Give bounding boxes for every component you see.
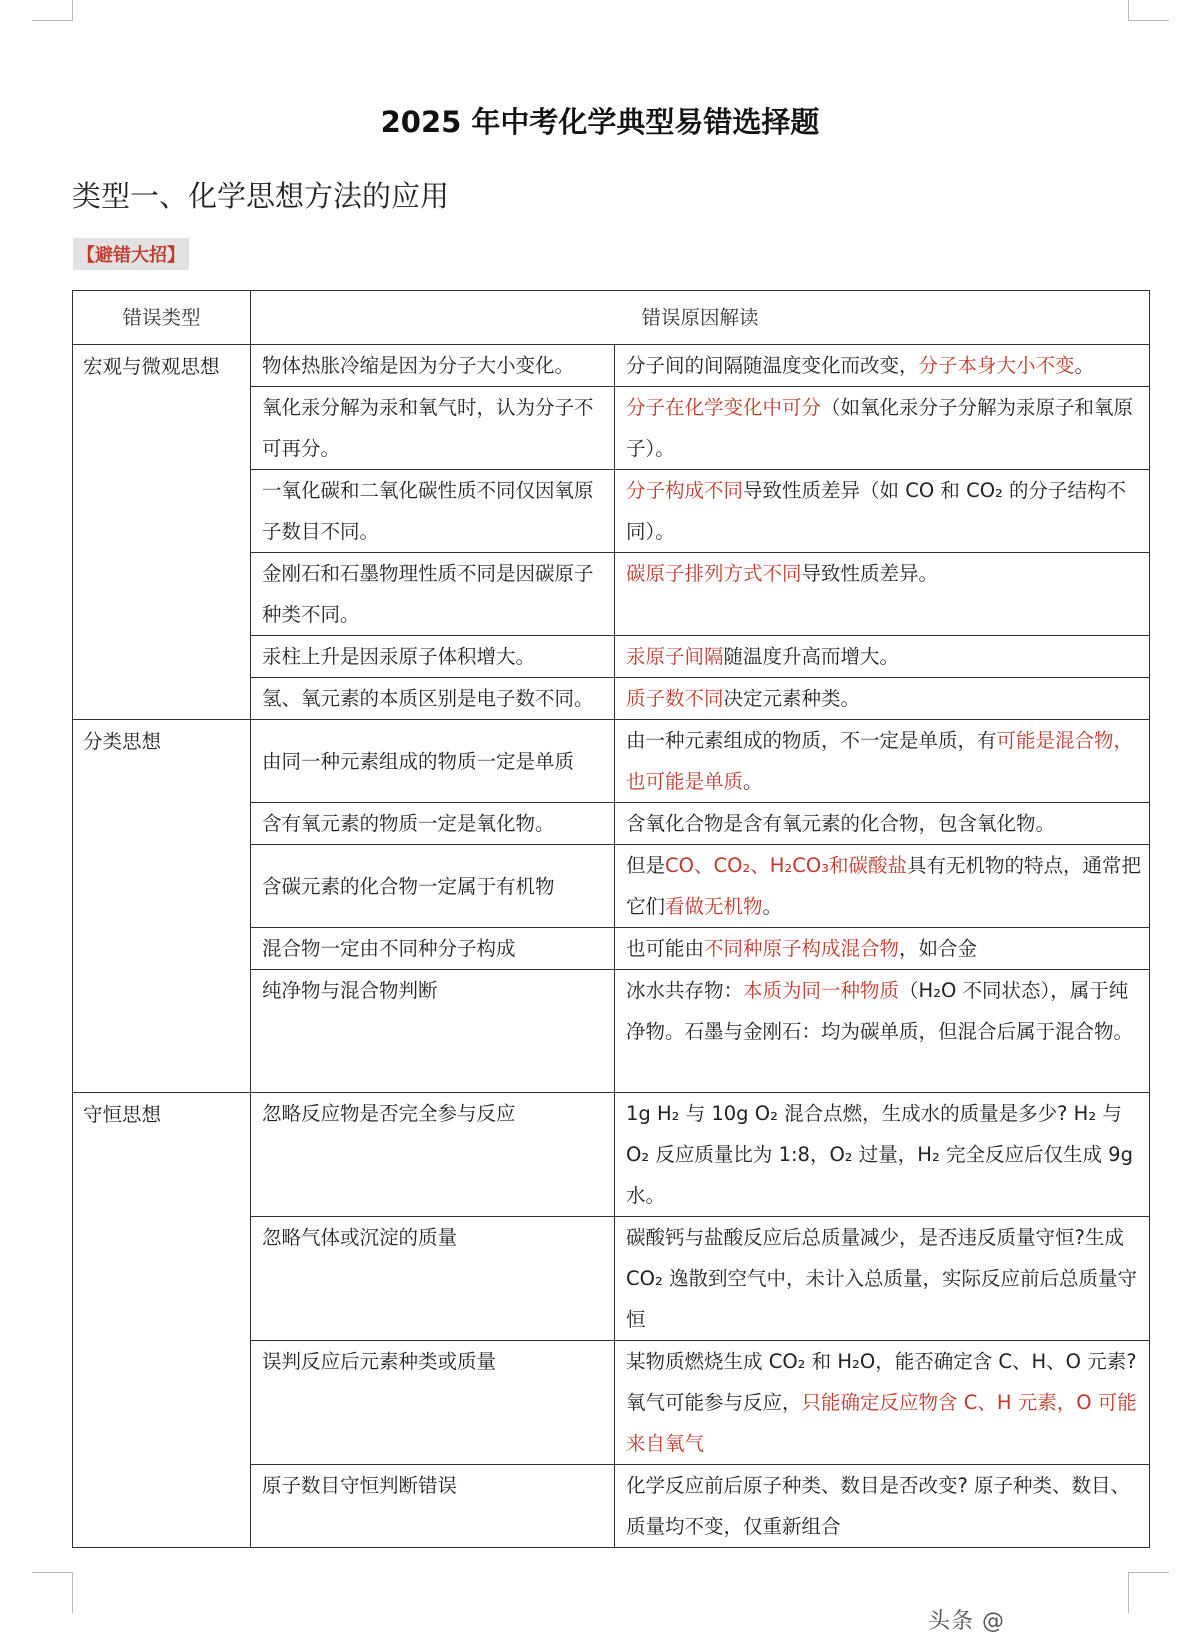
explanation-text: 由一种元素组成的物质，不一定是单质，有 (626, 729, 997, 752)
explanation-cell (615, 970, 1150, 1093)
explanation-cell (615, 720, 1150, 803)
table-row (73, 720, 1150, 803)
explanation-text: 导致性质差异（如 CO 和 CO₂ 的分子结构不同）。 (626, 479, 1127, 543)
table-row (73, 345, 1150, 387)
explanation-text: 。 (743, 770, 763, 793)
explanation-cell (615, 845, 1150, 928)
highlight-text: 本质为同一种物质 (743, 979, 900, 1002)
explanation-text: 但是 (626, 854, 666, 877)
highlight-text: 分子在化学变化中可分 (626, 396, 822, 419)
error-cell: 汞柱上升是因汞原子体积增大。 (251, 636, 615, 678)
error-cell: 氢、氧元素的本质区别是电子数不同。 (251, 678, 615, 720)
explanation-cell (615, 345, 1150, 387)
explanation-cell (615, 636, 1150, 678)
highlight-text: 可能是混合物，也可能是单质 (626, 729, 1134, 793)
watermark-text: 头条 @ (928, 1609, 1005, 1634)
error-cell: 纯净物与混合物判断 (251, 970, 615, 1093)
error-cell: 含碳元素的化合物一定属于有机物 (251, 845, 615, 928)
explanation-text: 导致性质差异。 (801, 562, 939, 585)
explanation-text: 也可能由 (626, 937, 705, 960)
explanation-text: 冰水共存物： (626, 979, 744, 1002)
highlight-text: 质子数不同 (626, 687, 724, 710)
explanation-cell (615, 470, 1150, 553)
crop-mark-top-left (32, 0, 73, 21)
error-cell: 由同一种元素组成的物质一定是单质 (251, 720, 615, 803)
document-title: 2025 年中考化学典型易错选择题 (380, 105, 820, 139)
error-cell: 金刚石和石墨物理性质不同是因碳原子种类不同。 (251, 553, 615, 636)
error-table (72, 290, 1150, 1548)
explanation-cell (615, 1465, 1150, 1548)
explanation-text: 。 (1074, 354, 1095, 377)
highlight-text: 碳原子排列方式不同 (626, 562, 802, 585)
category-cell: 守恒思想 (73, 1093, 251, 1548)
error-cell: 一氧化碳和二氧化碳性质不同仅因氧原子数目不同。 (251, 470, 615, 553)
error-cell: 含有氧元素的物质一定是氧化物。 (251, 803, 615, 845)
explanation-text: 。 (762, 895, 783, 918)
error-cell: 忽略反应物是否完全参与反应 (251, 1093, 615, 1217)
header-explanation: 错误原因解读 (251, 291, 1150, 345)
explanation-cell (615, 803, 1150, 845)
explanation-cell (615, 1093, 1150, 1217)
explanation-text: 具有无机物的特点，通常把它们 (626, 854, 1142, 918)
section-heading: 类型一、化学思想方法的应用 (72, 179, 450, 213)
error-cell: 原子数目守恒判断错误 (251, 1465, 615, 1548)
highlight-text: 分子本身大小不变 (918, 354, 1075, 377)
table-header-row (73, 291, 1150, 345)
explanation-text: 碳酸钙与盐酸反应后总质量减少，是否违反质量守恒?生成 CO₂ 逸散到空气中，未计入总质量，实际反应前后总质量守恒 (626, 1226, 1137, 1331)
highlight-text: 分子构成不同 (626, 479, 744, 502)
explanation-cell (615, 553, 1150, 636)
explanation-text: 化学反应前后原子种类、数目是否改变? 原子种类、数目、质量均不变，仅重新组合 (626, 1474, 1131, 1538)
category-cell: 分类思想 (73, 720, 251, 1093)
explanation-cell (615, 928, 1150, 970)
highlight-text: 看做无机物 (665, 895, 763, 918)
category-cell: 宏观与微观思想 (73, 345, 251, 720)
crop-mark-bottom-left (32, 1572, 73, 1613)
error-cell: 物体热胀冷缩是因为分子大小变化。 (251, 345, 615, 387)
explanation-text: ，如合金 (899, 937, 978, 960)
explanation-text: 决定元素种类。 (723, 687, 861, 710)
tip-label: 【避错大招】 (73, 238, 189, 270)
header-error-type: 错误类型 (73, 291, 251, 345)
explanation-text: （H₂O 不同状态），属于纯净物。石墨与金刚石：均为碳单质，但混合后属于混合物。 (626, 979, 1134, 1043)
highlight-text: CO、CO₂、H₂CO₃和碳酸盐 (665, 854, 908, 877)
error-cell: 氧化汞分解为汞和氧气时，认为分子不可再分。 (251, 387, 615, 470)
explanation-text: 随温度升高而增大。 (723, 645, 900, 668)
highlight-text: 只能确定反应物含 C、H 元素，O 可能来自氧气 (626, 1391, 1137, 1455)
error-cell: 误判反应后元素种类或质量 (251, 1341, 615, 1465)
explanation-cell (615, 387, 1150, 470)
table-row (73, 1093, 1150, 1217)
explanation-cell (615, 678, 1150, 720)
explanation-text: 某物质燃烧生成 CO₂ 和 H₂O，能否确定含 C、H、O 元素? 氧气可能参与反应， (626, 1350, 1137, 1414)
explanation-text: 分子间的间隔随温度变化而改变， (626, 354, 919, 377)
error-cell: 混合物一定由不同种分子构成 (251, 928, 615, 970)
explanation-cell (615, 1341, 1150, 1465)
error-cell: 忽略气体或沉淀的质量 (251, 1217, 615, 1341)
explanation-text: 含氧化合物是含有氧元素的化合物，包含氧化物。 (626, 812, 1056, 835)
explanation-text: （如氧化汞分子分解为汞原子和氧原子）。 (626, 396, 1134, 460)
explanation-cell (615, 1217, 1150, 1341)
highlight-text: 汞原子间隔 (626, 645, 724, 668)
crop-mark-top-right (1128, 0, 1169, 21)
highlight-text: 不同种原子构成混合物 (704, 937, 900, 960)
explanation-text: 1g H₂ 与 10g O₂ 混合点燃，生成水的质量是多少? H₂ 与 O₂ 反应质量比为 1:8，O₂ 过量，H₂ 完全反应后仅生成 9g 水。 (626, 1102, 1133, 1207)
crop-mark-bottom-right (1128, 1572, 1169, 1613)
